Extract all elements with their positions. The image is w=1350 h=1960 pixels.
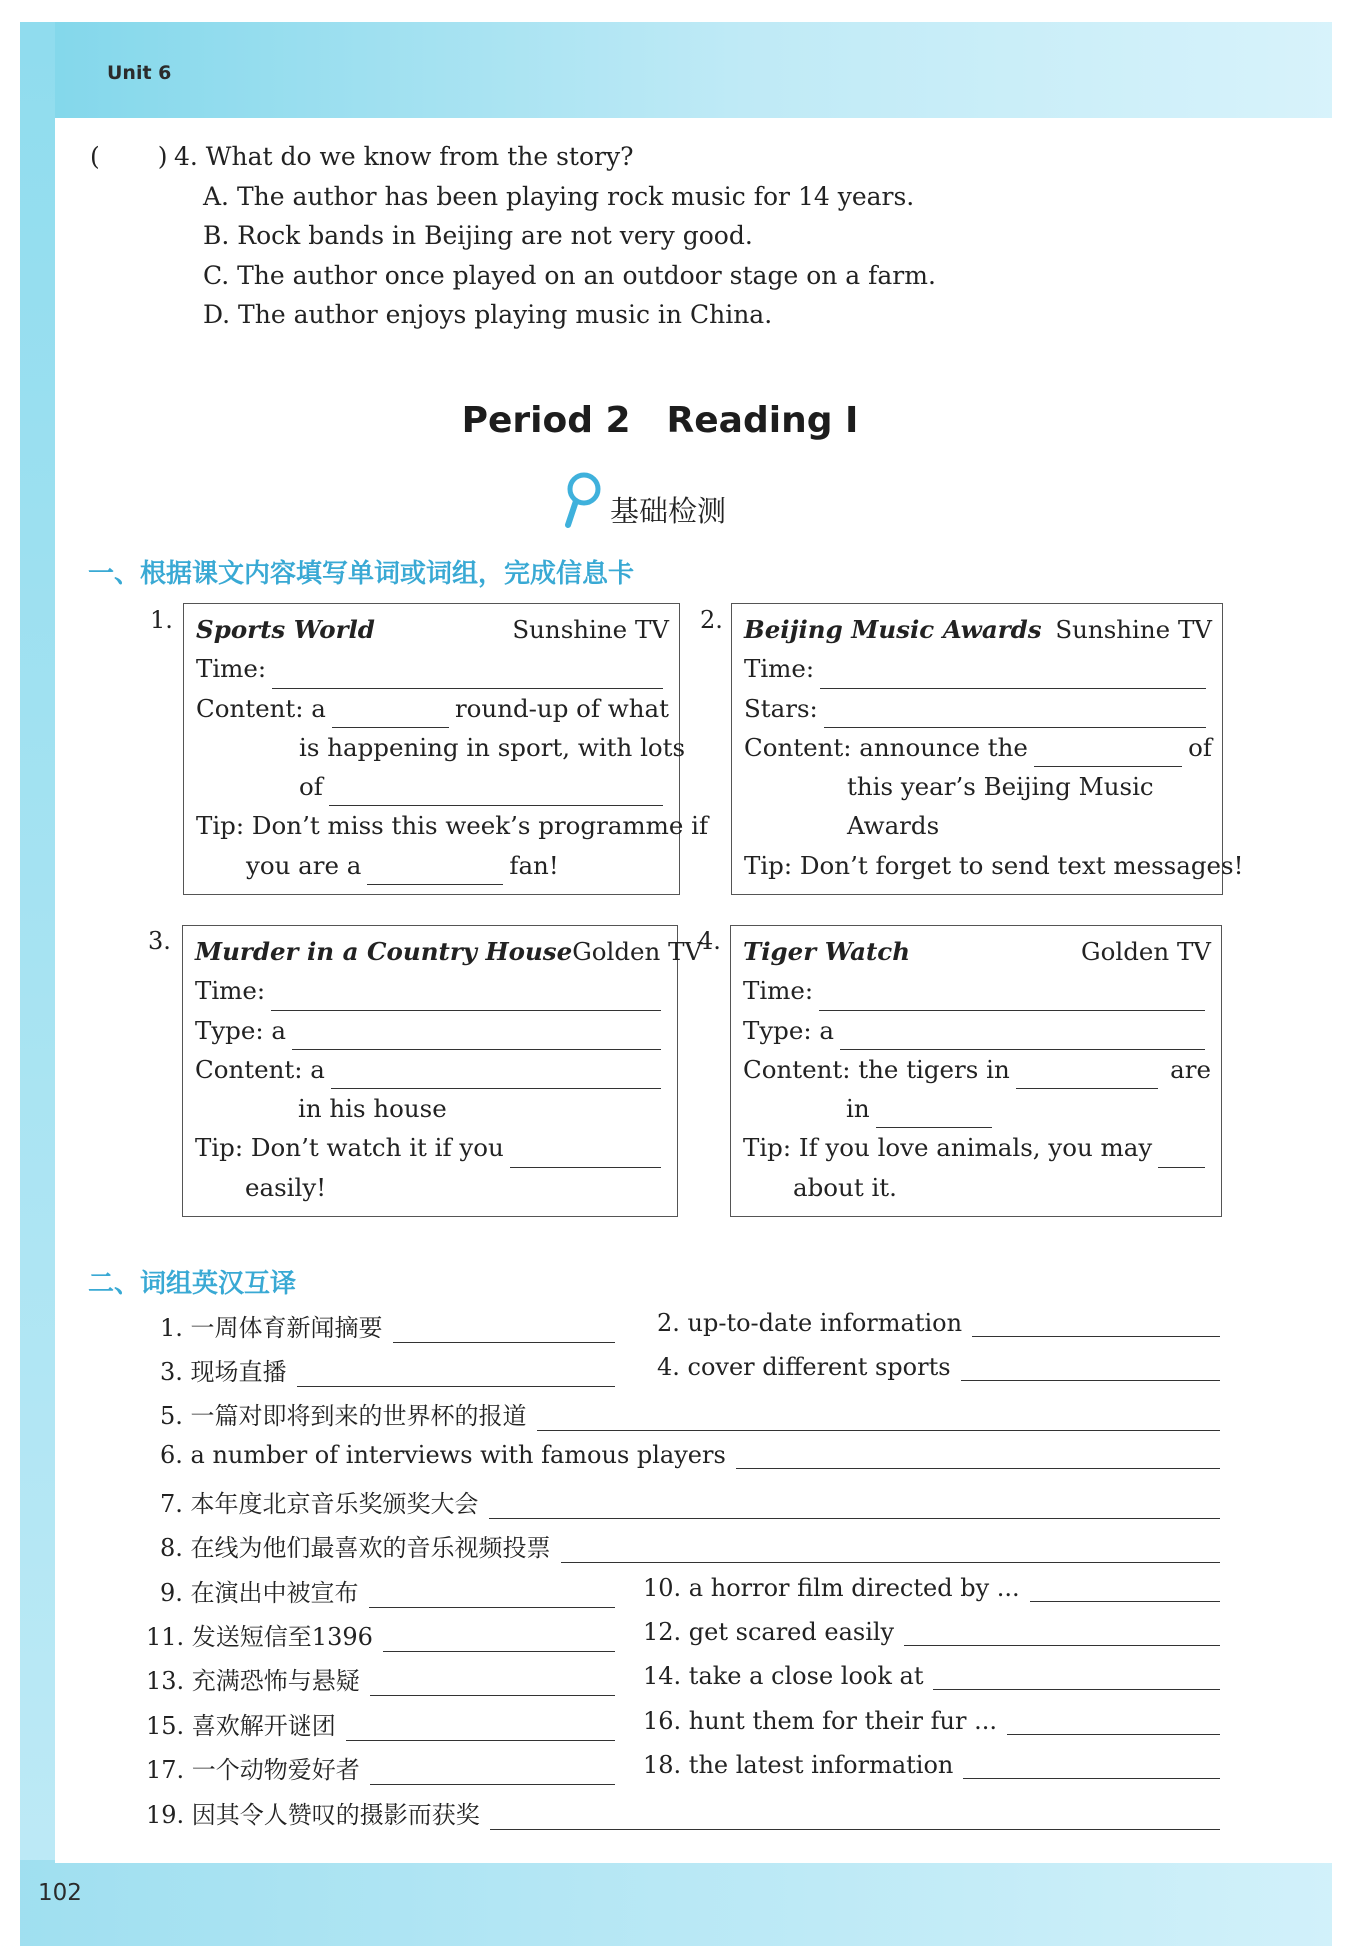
card-number: 3. — [148, 927, 171, 955]
stars-label: Stars: — [744, 693, 818, 723]
answer-blank[interactable] — [1016, 1060, 1158, 1089]
answer-blank[interactable] — [963, 1750, 1220, 1779]
translation-item — [146, 1795, 1220, 1830]
card-channel: Sunshine TV — [512, 615, 669, 644]
answer-paren[interactable]: ( ) — [90, 142, 168, 171]
card-title: Sports World — [196, 615, 375, 644]
answer-blank[interactable] — [331, 1060, 661, 1089]
answer-blank[interactable] — [332, 699, 449, 728]
bottom-band — [0, 1860, 1350, 1960]
answer-blank[interactable] — [876, 1099, 992, 1128]
answer-blank[interactable] — [367, 856, 503, 885]
answer-blank[interactable] — [840, 1021, 1205, 1050]
translation-item — [657, 1352, 1220, 1381]
period-number: Period 2 — [461, 400, 631, 441]
translation-item — [643, 1706, 1220, 1735]
answer-blank[interactable] — [933, 1661, 1220, 1690]
translation-item — [160, 1396, 1220, 1431]
tip-text: about it. — [793, 1172, 897, 1202]
tip-text: Tip: Don’t forget to send text messages! — [744, 850, 1244, 880]
unit-label: Unit 6 — [107, 62, 172, 84]
page-edge — [0, 0, 1350, 22]
magnifier-icon — [560, 470, 604, 534]
answer-blank[interactable] — [1158, 1139, 1205, 1168]
time-label: Time: — [196, 654, 267, 684]
answer-blank[interactable] — [904, 1617, 1220, 1646]
time-blank[interactable] — [272, 660, 663, 689]
page-edge — [0, 1946, 1350, 1960]
option-d: D. The author enjoys playing music in China. — [203, 300, 773, 329]
item-text: 6. a number of interviews with famous players — [160, 1441, 726, 1469]
option-c: C. The author once played on an outdoor stage on a farm. — [203, 260, 936, 290]
content-text: this year’s Beijing Music — [847, 772, 1154, 802]
translation-item — [160, 1573, 615, 1608]
translation-item — [160, 1484, 1220, 1519]
answer-blank[interactable] — [510, 1139, 661, 1168]
item-text: 16. hunt them for their fur ... — [643, 1707, 997, 1735]
time-label: Time: — [743, 976, 814, 1006]
card-channel: Golden TV — [572, 937, 703, 966]
info-card-tiger-watch — [730, 925, 1222, 1217]
item-text: 2. up-to-date information — [657, 1309, 963, 1337]
answer-blank[interactable] — [972, 1308, 1220, 1337]
item-text: 19. 因其令人赞叹的摄影而获奖 — [146, 1801, 480, 1829]
answer-blank[interactable] — [1034, 738, 1182, 767]
item-text: 4. cover different sports — [657, 1353, 951, 1381]
content-text: are — [1170, 1054, 1211, 1084]
answer-blank[interactable] — [393, 1314, 615, 1343]
item-text: 3. 现场直播 — [160, 1358, 287, 1386]
basic-check-label: 基础检测 — [610, 493, 727, 528]
time-blank[interactable] — [819, 982, 1205, 1011]
tip-text: Tip: Don’t watch it if you — [195, 1133, 504, 1163]
content-label: Content: announce the — [744, 732, 1028, 762]
answer-blank[interactable] — [346, 1712, 615, 1741]
content-label: Content: the tigers in — [743, 1054, 1010, 1084]
period-title — [0, 400, 1320, 441]
basic-check-heading — [560, 470, 726, 534]
item-text: 11. 发送短信至1396 — [146, 1623, 373, 1651]
item-text: 5. 一篇对即将到来的世界杯的报道 — [160, 1402, 527, 1430]
translation-item — [643, 1750, 1220, 1779]
translation-item — [160, 1528, 1220, 1563]
time-blank[interactable] — [271, 982, 661, 1011]
time-label: Time: — [744, 654, 815, 684]
translation-item — [160, 1308, 615, 1343]
type-label: Type: a — [195, 1015, 287, 1045]
option-b: B. Rock bands in Beijing are not very good. — [203, 221, 753, 250]
info-card-murder-country-house — [182, 925, 703, 1217]
tip-text: fan! — [509, 850, 559, 880]
answer-blank[interactable] — [383, 1623, 615, 1652]
item-text: 8. 在线为他们最喜欢的音乐视频投票 — [160, 1534, 551, 1562]
section-2-title: 二、词组英汉互译 — [88, 1269, 297, 1299]
item-text: 7. 本年度北京音乐奖颁奖大会 — [160, 1490, 479, 1518]
info-card-beijing-music-awards — [731, 603, 1244, 895]
translation-item — [146, 1661, 615, 1696]
answer-blank[interactable] — [561, 1534, 1220, 1563]
item-text: 12. get scared easily — [643, 1618, 895, 1646]
period-name: Reading I — [666, 400, 859, 441]
translation-item — [657, 1308, 1220, 1337]
page-number: 102 — [38, 1880, 82, 1906]
translation-item — [146, 1617, 615, 1652]
translation-item — [146, 1706, 615, 1741]
card-channel: Sunshine TV — [1055, 615, 1212, 644]
card-title: Murder in a Country House — [195, 937, 573, 966]
page-edge — [0, 0, 20, 1960]
answer-blank[interactable] — [297, 1358, 615, 1387]
answer-blank[interactable] — [370, 1667, 615, 1696]
content-text: of — [299, 772, 323, 802]
answer-blank[interactable] — [824, 699, 1206, 728]
section-1-title: 一、根据课文内容填写单词或词组，完成信息卡 — [88, 559, 635, 589]
answer-blank[interactable] — [1030, 1573, 1220, 1602]
question-stem: 4. What do we know from the story? — [174, 142, 634, 171]
answer-blank[interactable] — [369, 1579, 615, 1608]
translation-item — [146, 1750, 615, 1785]
time-blank[interactable] — [820, 660, 1206, 689]
content-text: Awards — [847, 811, 940, 841]
answer-blank[interactable] — [961, 1352, 1220, 1381]
type-label: Type: a — [743, 1015, 835, 1045]
item-text: 14. take a close look at — [643, 1662, 924, 1690]
answer-blank[interactable] — [1007, 1706, 1220, 1735]
answer-blank[interactable] — [329, 777, 663, 806]
content-text: is happening in sport, with lots — [299, 732, 686, 762]
content-text: in his house — [298, 1094, 447, 1124]
answer-blank[interactable] — [489, 1490, 1220, 1519]
info-card-sports-world — [183, 603, 709, 895]
content-text: round-up of what — [454, 693, 669, 723]
content-label: Content: a — [195, 1054, 325, 1084]
answer-blank[interactable] — [537, 1402, 1220, 1431]
card-number: 4. — [698, 927, 721, 955]
item-text: 9. 在演出中被宣布 — [160, 1579, 359, 1607]
content-text: in — [846, 1094, 870, 1124]
item-text: 17. 一个动物爱好者 — [146, 1756, 360, 1784]
answer-blank[interactable] — [736, 1440, 1220, 1469]
translation-item — [160, 1440, 1220, 1469]
tip-text: Tip: If you love animals, you may — [743, 1133, 1153, 1163]
time-label: Time: — [195, 976, 266, 1006]
content-label: Content: a — [196, 693, 326, 723]
item-text: 1. 一周体育新闻摘要 — [160, 1314, 383, 1342]
card-number: 1. — [150, 606, 173, 634]
translation-item — [643, 1573, 1220, 1602]
translation-item — [160, 1352, 615, 1387]
answer-blank[interactable] — [490, 1801, 1220, 1830]
translation-item — [643, 1661, 1220, 1690]
card-number: 2. — [700, 606, 723, 634]
item-text: 10. a horror film directed by ... — [643, 1574, 1020, 1602]
card-channel: Golden TV — [1081, 937, 1211, 966]
answer-blank[interactable] — [370, 1756, 615, 1785]
item-text: 15. 喜欢解开谜团 — [146, 1712, 336, 1740]
question-4 — [90, 137, 936, 335]
item-text: 13. 充满恐怖与悬疑 — [146, 1667, 360, 1695]
content-text: of — [1188, 732, 1212, 762]
item-text: 18. the latest information — [643, 1751, 954, 1779]
tip-text: Tip: Don’t miss this week’s programme if — [196, 811, 709, 841]
page-edge — [1332, 0, 1350, 1960]
card-title: Tiger Watch — [743, 937, 911, 966]
card-title: Beijing Music Awards — [744, 615, 1042, 644]
option-a: A. The author has been playing rock music for 14 years. — [203, 181, 915, 211]
question-stem-row — [90, 137, 936, 177]
tip-text: easily! — [245, 1172, 327, 1202]
translation-item — [643, 1617, 1220, 1646]
tip-text: you are a — [246, 850, 362, 880]
answer-blank[interactable] — [292, 1021, 661, 1050]
